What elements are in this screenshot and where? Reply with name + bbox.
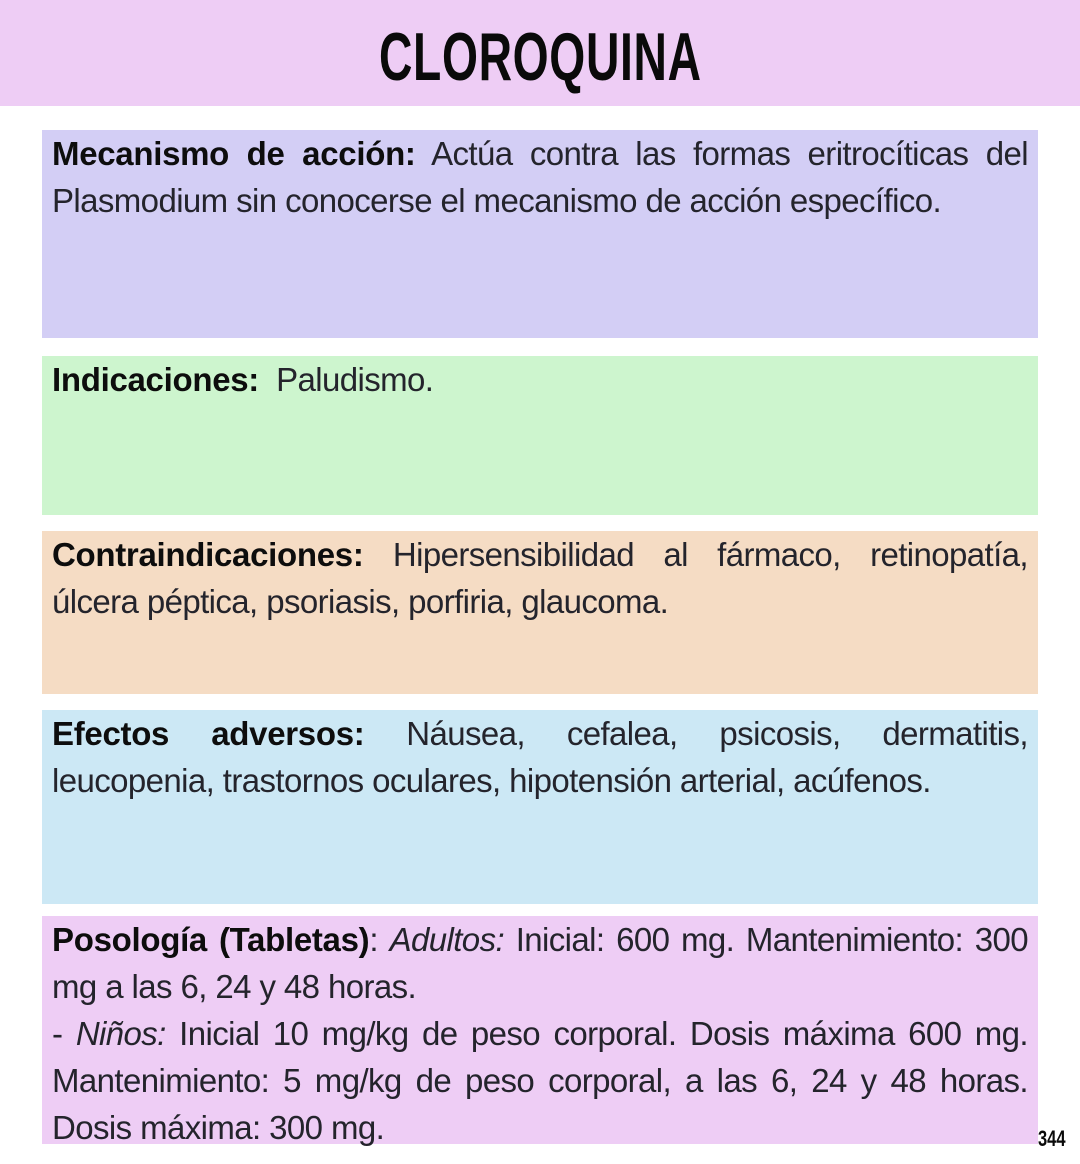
- section-mecanismo: [42, 130, 1038, 338]
- section-indicaciones: [42, 356, 1038, 515]
- page-number: 344: [1038, 1126, 1066, 1151]
- ninos-label: Niños:: [75, 1015, 166, 1052]
- colon: :: [369, 921, 390, 958]
- section-body: Hipersensibilidad al fármaco, retinopatía, úlcera péptica, psoriasis, porfiria, glaucoma.: [52, 536, 1028, 620]
- section-body: Paludismo.: [259, 361, 434, 398]
- title-banner: [0, 0, 1080, 106]
- section-posologia: [42, 916, 1038, 1144]
- section-indicaciones-text: [52, 356, 1028, 403]
- section-efectos-adversos: [42, 710, 1038, 904]
- section-label: Mecanismo de acción:: [52, 135, 416, 172]
- bullet-dash: -: [52, 1015, 76, 1052]
- section-contraindicaciones: [42, 531, 1038, 694]
- section-label: Indicaciones:: [52, 361, 259, 398]
- page-title: CLOROQUINA: [378, 19, 702, 95]
- adultos-text: Inicial: 600 mg. Mantenimiento: 300 mg a las 6, 24 y 48 horas.: [52, 921, 1028, 1005]
- adultos-label: Adultos:: [389, 921, 505, 958]
- section-label: Posología (Tabletas): [52, 921, 370, 958]
- ninos-text: Inicial 10 mg/kg de peso corporal. Dosis máxima 600 mg. Mantenimiento: 5 mg/kg de peso corporal, a las 6, 24 y 48 horas. Dosis máxima: 300 mg.: [52, 1015, 1028, 1146]
- section-efectos-text: [52, 710, 1028, 804]
- section-label: Contraindicaciones:: [52, 536, 364, 573]
- section-contraindicaciones-text: [52, 531, 1028, 625]
- section-posologia-ninos: [52, 1010, 1028, 1151]
- section-label: Efectos adversos:: [52, 715, 365, 752]
- section-body: Náusea, cefalea, psicosis, dermatitis, leucopenia, trastornos oculares, hipotensión arterial, acúfenos.: [52, 715, 1029, 799]
- section-body: Actúa contra las formas eritrocíticas del Plasmodium sin conocerse el mecanismo de acción específico.: [52, 135, 1029, 219]
- section-mecanismo-text: [52, 130, 1028, 224]
- section-posologia-adultos: [52, 916, 1028, 1010]
